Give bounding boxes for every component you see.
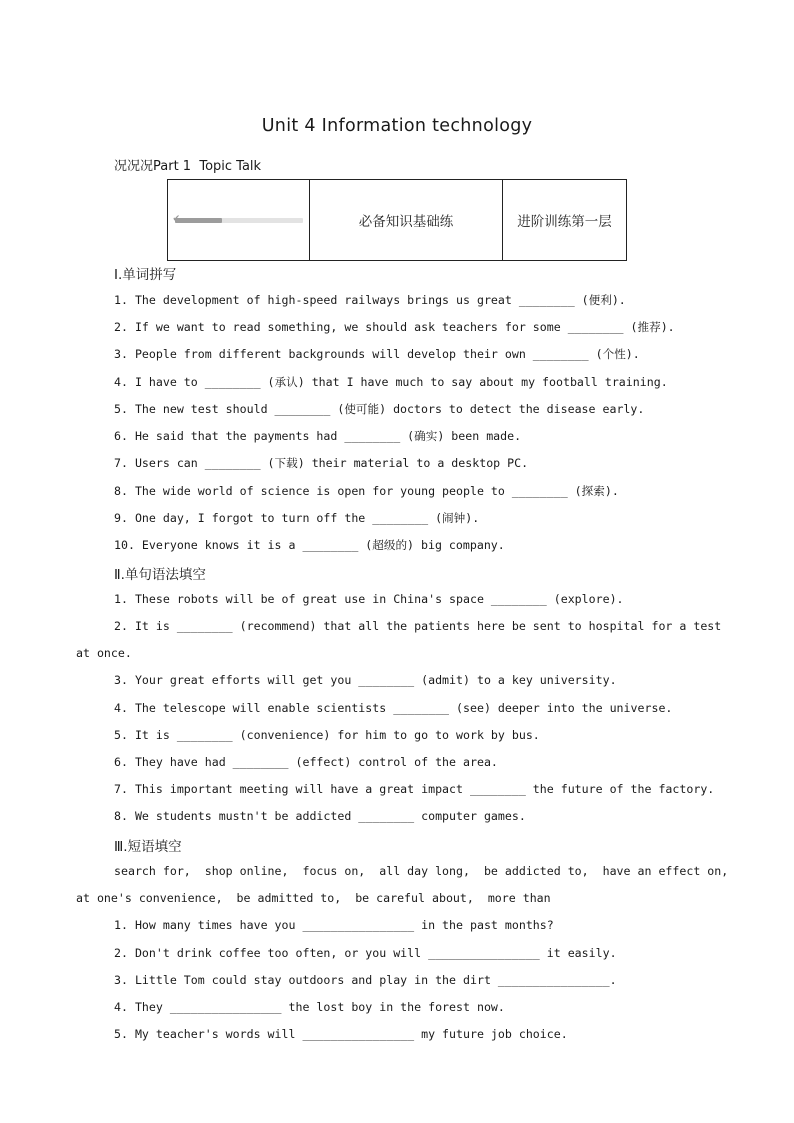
progress-fill [175,218,222,223]
question-line: 10. Everyone knows it is a ________ (超级的) big company. [114,538,505,552]
question-line: 5. The new test should ________ (使可能) doctors to detect the disease early. [114,402,645,416]
question-line: 5. It is ________ (convenience) for him to go to work by bus. [114,728,540,742]
table-cell-advanced: 进阶训练第一层 [503,180,627,261]
progress-bar [172,213,303,224]
check-icon: ✔ [172,213,181,224]
question-line: 2. It is ________ (recommend) that all the patients here be sent to hospital for a test [114,619,722,633]
question-line: 3. People from different backgrounds will develop their own ________ (个性). [114,347,640,361]
section-heading-1: Ⅰ.单词拼写 [114,267,177,283]
section-heading-3: Ⅲ.短语填空 [114,839,182,855]
phrase-bank-line-1: search for, shop online, focus on, all day long, be addicted to, have an effect on, [114,864,729,878]
question-line: 4. I have to ________ (承认) that I have much to say about my football training. [114,375,668,389]
question-line: 4. The telescope will enable scientists ________ (see) deeper into the universe. [114,701,673,715]
progress-cell [168,180,310,261]
question-line: 2. If we want to read something, we should ask teachers for some ________ (推荐). [114,320,675,334]
question-line: 1. These robots will be of great use in China's space ________ (explore). [114,592,624,606]
question-line: 5. My teacher's words will ________________ my future job choice. [114,1027,568,1041]
question-line: 7. This important meeting will have a great impact ________ the future of the factory. [114,782,715,796]
question-line: 9. One day, I forgot to turn off the ________ (闹钟). [114,511,480,525]
question-line: 1. The development of high-speed railways brings us great ________ (便利). [114,293,626,307]
question-line-continued: at once. [76,646,132,660]
table-cell-basic: 必备知识基础练 [310,180,503,261]
question-line: 4. They ________________ the lost boy in the forest now. [114,1000,505,1014]
question-line: 6. They have had ________ (effect) control of the area. [114,755,498,769]
section-heading-2: Ⅱ.单句语法填空 [114,567,206,583]
part-label: 况况况Part 1 Topic Talk [114,159,262,174]
header-table [167,179,627,261]
question-line: 2. Don't drink coffee too often, or you will ________________ it easily. [114,946,617,960]
question-line: 8. We students mustn't be addicted ________ computer games. [114,809,526,823]
question-line: 7. Users can ________ (下载) their material to a desktop PC. [114,456,529,470]
page-title: Unit 4 Information technology [261,116,533,136]
phrase-bank-line-2: at one's convenience, be admitted to, be careful about, more than [76,891,551,905]
question-line: 6. He said that the payments had ________ (确实) been made. [114,429,522,443]
question-line: 1. How many times have you ________________ in the past months? [114,918,554,932]
question-line: 3. Your great efforts will get you ________ (admit) to a key university. [114,673,617,687]
question-line: 3. Little Tom could stay outdoors and play in the dirt ________________. [114,973,617,987]
question-line: 8. The wide world of science is open for young people to ________ (探索). [114,484,619,498]
